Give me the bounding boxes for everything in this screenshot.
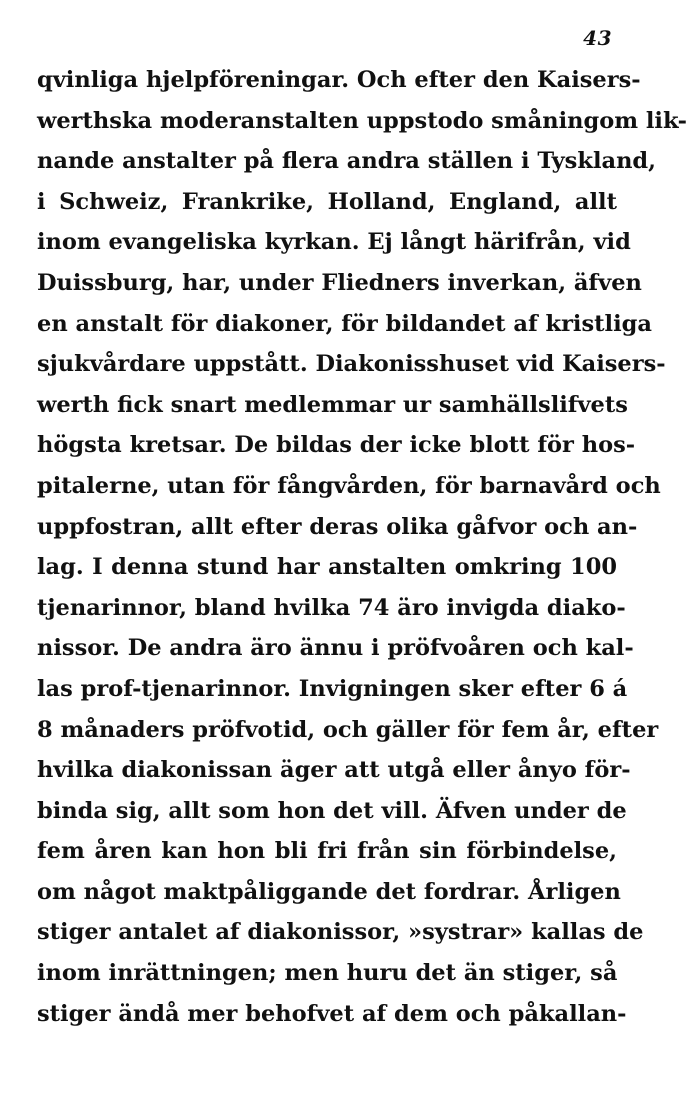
page-number: 43 [583, 26, 612, 50]
text-line: nissor. De andra äro ännu i pröfvoåren och kal- [37, 635, 634, 662]
text-line: stiger antalet af diakonissor, »systrar» kallas de [37, 919, 644, 946]
text-line: lag. I denna stund har anstalten omkring 100 [37, 554, 617, 581]
text-line: en anstalt för diakoner, för bildandet af kristliga [37, 310, 652, 337]
text-line: om något maktpåliggande det fordrar. Årligen [37, 878, 621, 905]
text-line: stiger ändå mer behofvet af dem och påkallan- [37, 1000, 627, 1027]
text-line: las prof-tjenarinnor. Invigningen sker efter 6 á [37, 675, 628, 702]
text-line: qvinliga hjelpföreningar. Och efter den Kaisers- [37, 67, 641, 93]
text-line: werth fick snart medlemmar ur samhällslifvets [37, 391, 628, 418]
text-line: i Schweiz, Frankrike, Holland, England, allt [37, 188, 617, 215]
text-line: sjukvårdare uppstått. Diakonisshuset vid Kaisers- [37, 351, 666, 378]
text-line: pitalerne, utan för fångvården, för barnavård och [37, 472, 661, 499]
text-line: inom inrättningen; men huru det än stiger, så [37, 960, 618, 987]
text-line: Duissburg, har, under Fliedners inverkan, äfven [37, 269, 642, 296]
text-line: nande anstalter på flera andra ställen i Tyskland, [37, 148, 656, 175]
body-text [37, 60, 687, 1034]
text-line: inom evangeliska kyrkan. Ej långt härifrån, vid [37, 229, 631, 256]
text-line: hvilka diakonissan äger att utgå eller ånyo för- [37, 757, 631, 784]
text-line: werthska moderanstalten uppstodo småningom lik- [37, 107, 687, 134]
text-line: fem åren kan hon bli fri från sin förbindelse, [37, 838, 617, 865]
text-line: tjenarinnor, bland hvilka 74 äro invigda diako- [37, 594, 626, 621]
text-line: högsta kretsar. De bildas der icke blott för hos- [37, 432, 636, 459]
text-line: 8 månaders pröfvotid, och gäller för fem år, efter [37, 716, 659, 743]
text-line: binda sig, allt som hon det vill. Äfven under de [37, 797, 627, 824]
text-line: uppfostran, allt efter deras olika gåfvor och an- [37, 513, 638, 540]
